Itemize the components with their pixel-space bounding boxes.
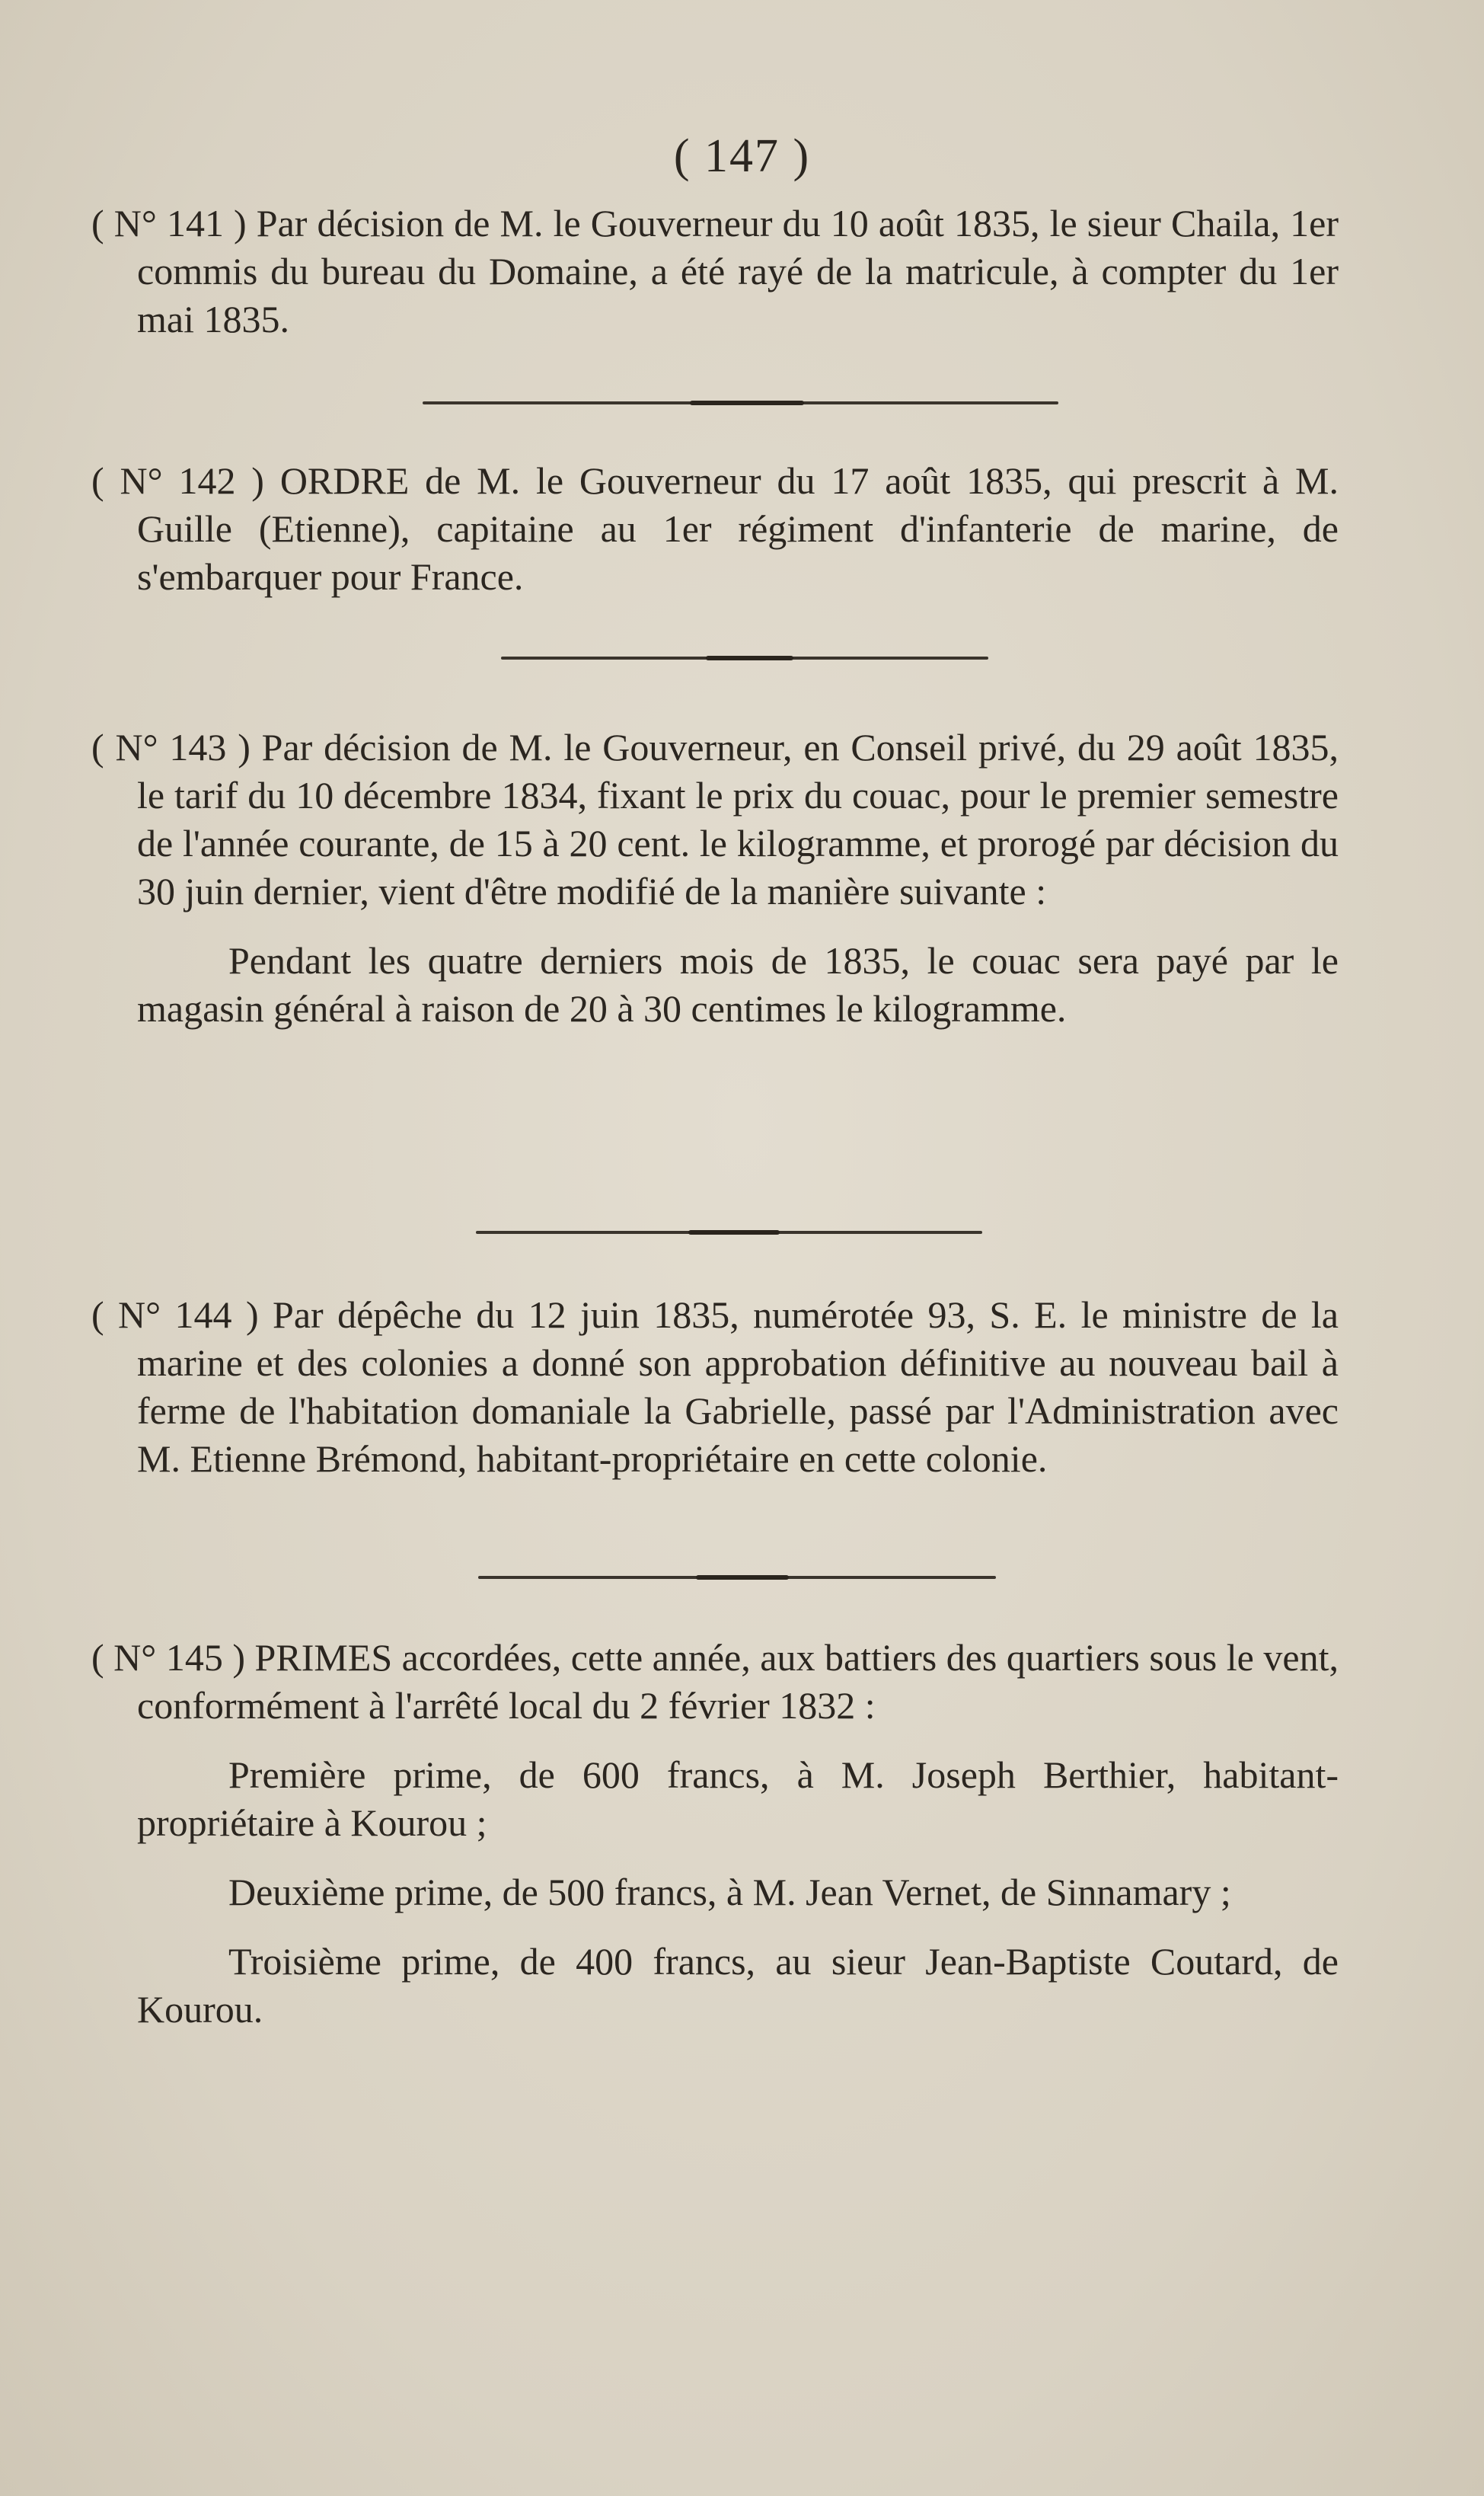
entry-text: Troisième prime, de 400 francs, au sieur Jean-Baptiste Coutard, de Kourou.	[137, 1940, 1339, 2031]
entry-number: ( N° 141 )	[91, 202, 247, 244]
entry-text: ORDRE de M. le Gouverneur du 17 août 1835, qui prescrit à M. Guille (Etienne), capitaine au 1er régiment d'infanterie de marine, de s'embarquer pour France.	[137, 459, 1339, 598]
entry-145	[91, 1634, 1339, 2034]
entry-143	[91, 724, 1339, 1033]
separator-rule	[501, 657, 988, 660]
entry-number: ( N° 144 )	[91, 1293, 259, 1336]
entry-text: Pendant les quatre derniers mois de 1835, le couac sera payé par le magasin général à raison de 20 à 30 centimes le kilogramme.	[137, 939, 1339, 1030]
entry-paragraph	[91, 724, 1339, 916]
separator-rule	[478, 1576, 996, 1579]
entry-paragraph	[91, 1634, 1339, 1730]
entry-paragraph	[91, 1291, 1339, 1483]
page-number: ( 147 )	[673, 130, 811, 182]
separator-rule	[476, 1231, 982, 1234]
entry-text: PRIMES accordées, cette année, aux battiers des quartiers sous le vent, conformément à l'arrêté local du 2 février 1832 :	[137, 1636, 1339, 1727]
entry-paragraph	[91, 457, 1339, 601]
entry-number: ( N° 142 )	[91, 459, 264, 502]
entry-paragraph	[91, 200, 1339, 344]
entry-text: Par décision de M. le Gouverneur du 10 août 1835, le sieur Chaila, 1er commis du bureau du Domaine, a été rayé de la matricule, à compter du 1er mai 1835.	[137, 202, 1339, 340]
entry-text: Par dépêche du 12 juin 1835, numérotée 93, S. E. le ministre de la marine et des colonies a donné son approbation définitive au nouveau bail à ferme de l'habitation domaniale la Gabrielle, passé par l'Administration avec M. Etienne Brémond, habitant-propriétaire en cette colonie.	[137, 1293, 1339, 1480]
entry-number: ( N° 145 )	[91, 1636, 245, 1679]
entry-number: ( N° 143 )	[91, 726, 251, 769]
entry-142	[91, 457, 1339, 601]
entry-text: Par décision de M. le Gouverneur, en Conseil privé, du 29 août 1835, le tarif du 10 décembre 1834, fixant le prix du couac, pour le premier semestre de l'année courante, de 15 à 20 cent. le kilogramme, et prorogé par décision du 30 juin dernier, vient d'être modifié de la manière suivante :	[137, 726, 1339, 912]
entry-text: Première prime, de 600 francs, à M. Joseph Berthier, habitant-propriétaire à Kourou ;	[137, 1753, 1339, 1844]
entry-144	[91, 1291, 1339, 1483]
separator-rule	[423, 401, 1058, 404]
entry-text: Deuxième prime, de 500 francs, à M. Jean Vernet, de Sinnamary ;	[228, 1871, 1231, 1913]
entry-141	[91, 200, 1339, 344]
